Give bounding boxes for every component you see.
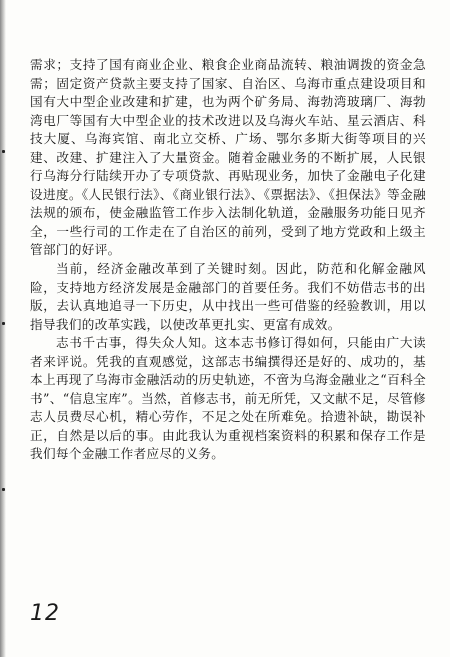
scan-shadow-edge (0, 0, 6, 657)
paragraph-1: 需求；支持了国有商业企业、粮食企业商品流转、粮油调拨的资金急需；固定资产贷款主要支持了国家、自治区、乌海市重点建设项目和国有大中型企业改建和扩建，也为两个矿务局、海勃湾玻璃厂、海勃湾电厂等国有大中型企业的技术改进以及乌海火车站、星云酒店、科技大厦、乌海宾馆、南北立交桥、广场、鄂尔多斯大街等项目的兴建、改建、扩建注入了大量资金。随着金融业务的不断扩展，人民银行乌海分行陆续开办了专项贷款、再贴现业务，加快了金融电子化建设进度。《人民银行法》、《商业银行法》、《票据法》、《担保法》等金融法规的颁布，使金融监管工作步入法制化轨道，金融服务功能日见齐全，一些行司的工作走在了自治区的前列，受到了地方党政和上级主管部门的好评。 (30, 57, 426, 258)
scan-speck (2, 488, 5, 491)
paragraph-2: 当前，经济金融改革到了关键时刻。因此，防范和化解金融风险，支持地方经济发展是金融部门的首要任务。我们不妨借志书的出版，去认真地追寻一下历史，从中找出一些可借鉴的经验教训，用以指导我们的改革实践，以使改革更扎实、更富有成效。 (30, 261, 426, 332)
scan-speck (2, 322, 5, 325)
paragraph-3: 志书千古事，得失众人知。这本志书修订得如何，只能由广大读者来评说。凭我的直观感觉，这部志书编撰得还是好的、成功的，基本上再现了乌海市金融活动的历史轨迹，不啻为乌海金融业之“百科全书”、“信息宝库”。当然，首修志书，前无所凭，又文献不足，尽管修志人员费尽心机，精心劳作，不足之处在所难免。拾遗补缺，勘误补正，自然是以后的事。由此我认为重视档案资料的积累和保存工作是我们每个金融工作者应尽的义务。 (30, 335, 426, 462)
page-number: 12 (30, 601, 60, 626)
body-text (30, 56, 426, 464)
scan-speck (2, 150, 5, 153)
